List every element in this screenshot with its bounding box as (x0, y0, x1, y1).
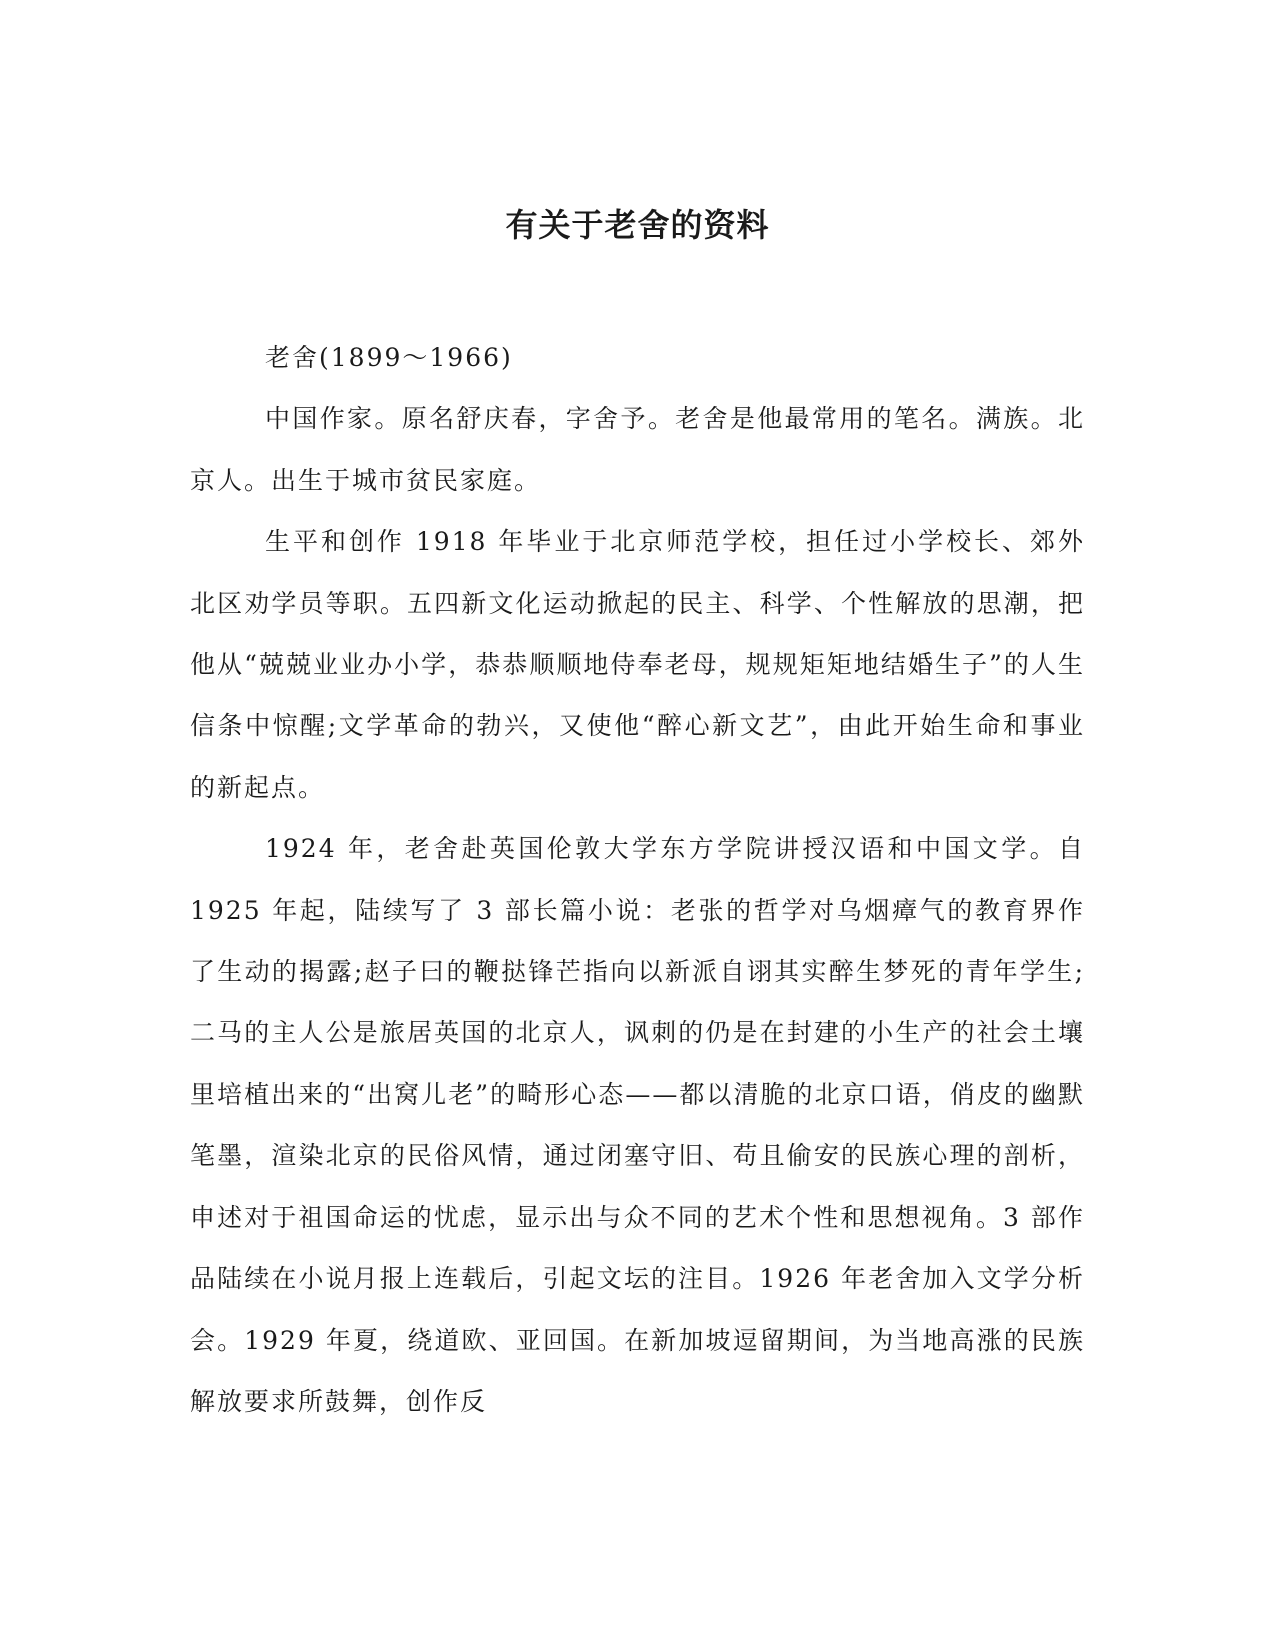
paragraph-heading-lifespan: 老舍(1899～1966) (265, 343, 513, 372)
paragraph-london-period: 1924 年，老舍赴英国伦敦大学东方学院讲授汉语和中国文学。自 1925 年起，陆续写了 3 部长篇小说：老张的哲学对乌烟瘴气的教育界作了生动的揭露;赵子曰的鞭挞锋芒指向以新派自诩其实醉生梦死的青年学生;二马的主人公是旅居英国的北京人，讽刺的仍是在封建的小生产的社会土壤里培植出来的“出窝儿老”的畸形心态——都以清脆的北京口语，俏皮的幽默笔墨，渲染北京的民俗风情，通过闭塞守旧、苟且偷安的民族心理的剖析，申述对于祖国命运的忧虑，显示出与众不同的艺术个性和思想视角。3 部作品陆续在小说月报上连载后，引起文坛的注目。1926 年老舍加入文学分析会。1929 年夏，绕道欧、亚回国。在新加坡逗留期间，为当地高涨的民族解放要求所鼓舞，创作反 (190, 834, 1085, 1416)
paragraph-life-and-works: 生平和创作 1918 年毕业于北京师范学校，担任过小学校长、郊外北区劝学员等职。五四新文化运动掀起的民主、科学、个性解放的思潮，把他从“兢兢业业办小学，恭恭顺顺地侍奉老母，规规矩矩地结婚生子”的人生信条中惊醒;文学革命的勃兴，又使他“醉心新文艺”，由此开始生命和事业的新起点。 (190, 527, 1085, 802)
paragraph-introduction: 中国作家。原名舒庆春，字舍予。老舍是他最常用的笔名。满族。北京人。出生于城市贫民家庭。 (190, 404, 1085, 495)
document-body (190, 327, 1085, 1432)
document-title: 有关于老舍的资料 (505, 206, 770, 244)
